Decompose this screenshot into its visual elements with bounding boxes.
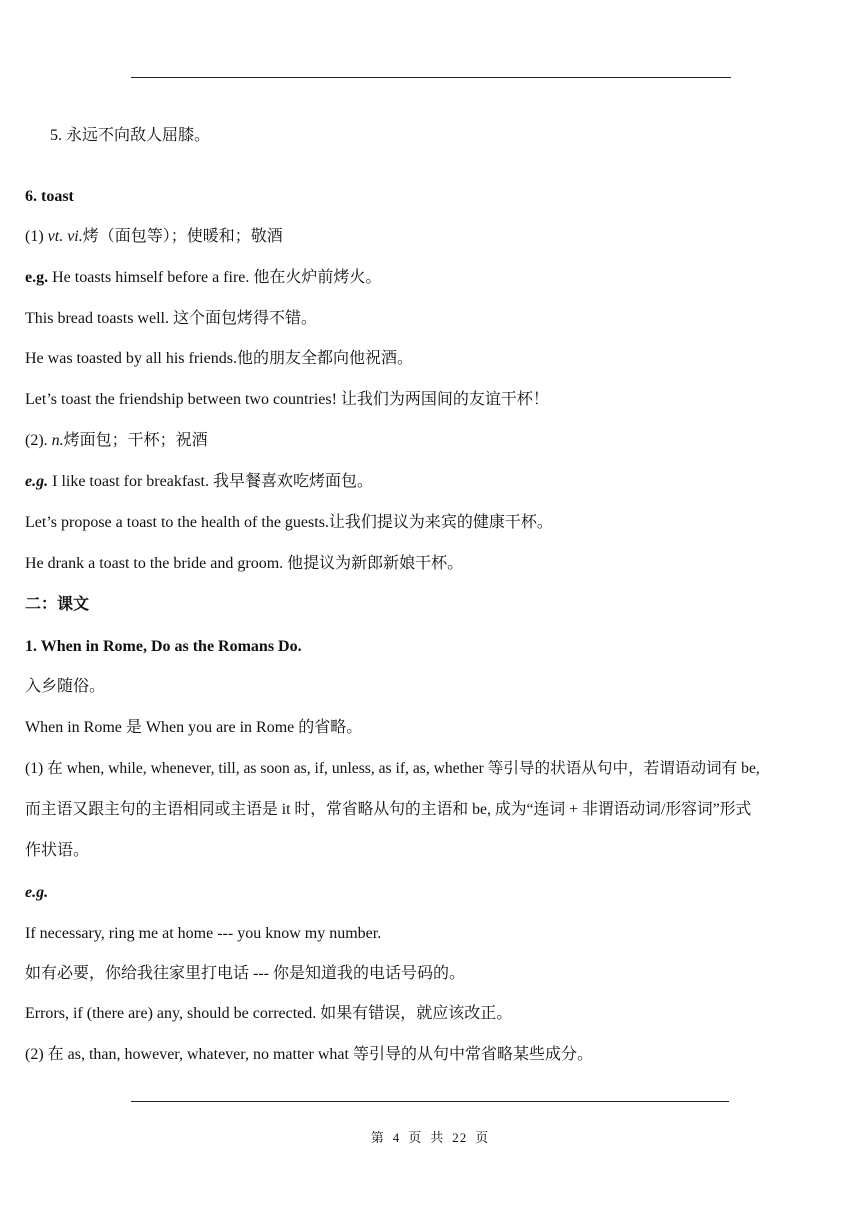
page-number (0, 1127, 860, 1146)
page-label: 页 (475, 1130, 490, 1145)
example-line: 如有必要，你给我往家里打电话 --- 你是知道我的电话号码的。 (25, 965, 465, 982)
explanation-line: When in Rome 是 When you are in Rome 的省略。 (25, 719, 363, 736)
example-line: He drank a toast to the bride and groom. 他提议为新郎新娘干杯。 (25, 555, 464, 572)
total-pages: 22 (452, 1130, 468, 1145)
example-line: He was toasted by all his friends.他的朋友全都向他祝酒。 (25, 350, 413, 367)
eg-label: e.g. (25, 884, 49, 901)
section-heading-toast: 6. toast (25, 188, 74, 205)
total-label: 共 (430, 1130, 445, 1145)
example-line (25, 472, 373, 492)
example-text: He toasts himself before a fire. 他在火炉前烤火。 (48, 269, 382, 286)
definition-1-num: (1) (25, 228, 48, 245)
current-page: 4 (392, 1130, 401, 1145)
header-rule (131, 77, 731, 78)
section-heading-text: 二：课文 (25, 596, 90, 613)
example-line: This bread toasts well. 这个面包烤得不错。 (25, 310, 317, 327)
definition-1 (25, 227, 283, 247)
example-line: Errors, if (there are) any, should be corrected. 如果有错误，就应该改正。 (25, 1005, 513, 1022)
rule-1-line-2: 而主语又跟主句的主语相同或主语是 it 时，常省略从句的主语和 be, 成为“连词 + 非谓语动词/形容词”形式 (25, 801, 752, 818)
page-label: 页 (408, 1130, 423, 1145)
footer-rule (131, 1101, 729, 1102)
eg-label: e.g. (25, 269, 49, 286)
example-line (25, 268, 381, 288)
example-line: Let’s propose a toast to the health of the guests.让我们提议为来宾的健康干杯。 (25, 514, 553, 531)
page-label: 第 (370, 1130, 385, 1145)
definition-1-meaning: 烤（面包等）；使暖和；敬酒 (82, 228, 283, 245)
example-line: Let’s toast the friendship between two countries! 让我们为两国间的友谊干杯！ (25, 391, 549, 408)
rule-1-line-1: (1) 在 when, while, whenever, till, as soon as, if, unless, as if, as, whether 等引导的状语从句中，若谓语动词有 be, (25, 760, 760, 777)
eg-label: e.g. (25, 473, 49, 490)
subsection-heading: 1. When in Rome, Do as the Romans Do. (25, 638, 302, 655)
item-5-text: 5. 永远不向敌人屈膝。 (50, 127, 211, 144)
definition-2 (25, 431, 208, 451)
rule-1-line-3: 作状语。 (25, 842, 90, 859)
definition-2-pos: n. (51, 432, 64, 449)
translation-line: 入乡随俗。 (25, 678, 106, 695)
example-line: If necessary, ring me at home --- you know my number. (25, 925, 382, 942)
definition-1-pos: vt. vi. (47, 228, 83, 245)
definition-2-meaning: 烤面包；干杯；祝酒 (63, 432, 208, 449)
rule-2-line: (2) 在 as, than, however, whatever, no matter what 等引导的从句中常省略某些成分。 (25, 1046, 593, 1063)
example-text: I like toast for breakfast. 我早餐喜欢吃烤面包。 (48, 473, 373, 490)
definition-2-num: (2). (25, 432, 52, 449)
